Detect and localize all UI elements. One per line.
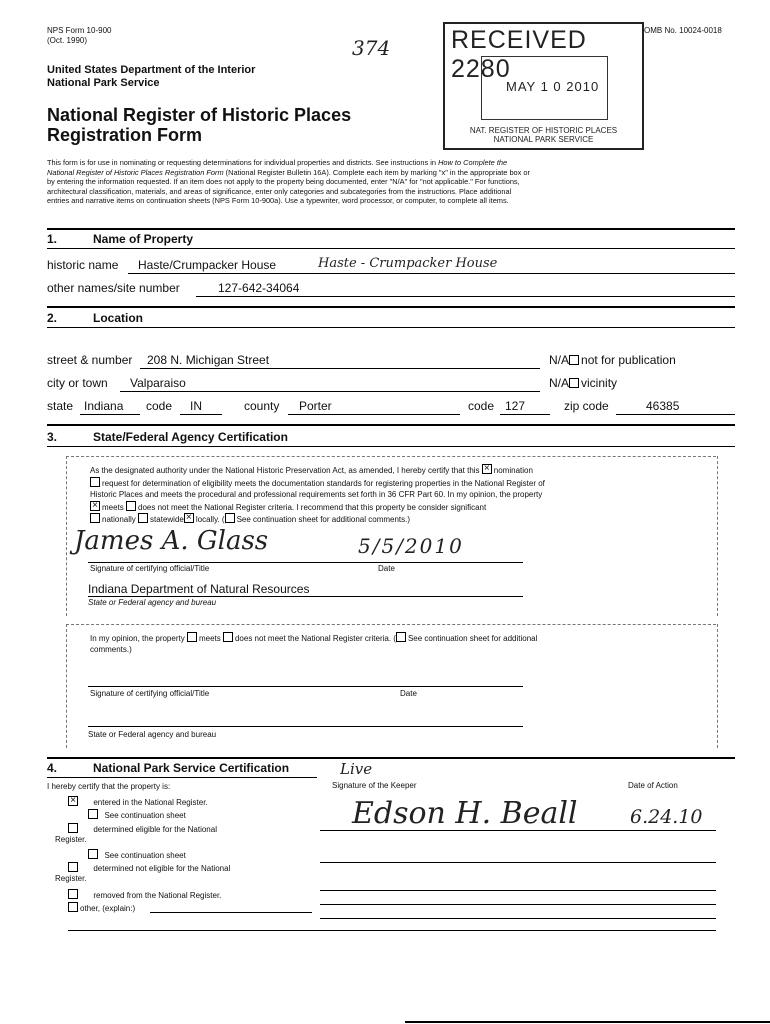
street-line [140, 368, 540, 369]
date-label-1: Date [378, 564, 395, 573]
other-names-label: other names/site number [47, 281, 180, 295]
meets-checkbox[interactable] [90, 501, 100, 511]
official-signature: James A. Glass [74, 526, 269, 556]
section-2-rule [47, 306, 735, 308]
opinion-box-top [66, 624, 716, 625]
item-removed[interactable]: removed from the National Register. [68, 889, 221, 900]
form-number: NPS Form 10-900 [47, 26, 112, 35]
signature-label-1: Signature of certifying official/Title [90, 564, 210, 573]
request-checkbox[interactable] [90, 477, 100, 487]
certification-box-top [66, 456, 716, 457]
zip-value[interactable]: 46385 [646, 399, 680, 413]
statewide-checkbox[interactable] [138, 513, 148, 523]
county-label: county [244, 399, 280, 413]
date-of-action: 6.24.10 [630, 806, 703, 828]
stamp-footer-2: NATIONAL PARK SERVICE [493, 135, 594, 144]
stamp-title: RECEIVED 2280 [451, 26, 587, 83]
historic-name-value[interactable]: Haste/Crumpacker House [138, 258, 277, 272]
keeper-line-5 [320, 918, 716, 919]
street-label: street & number [47, 353, 133, 367]
historic-name-handwritten: Haste - Crumpacker House [318, 256, 498, 271]
keeper-line-4 [320, 904, 716, 905]
signature-line-1 [88, 562, 523, 563]
service-name: National Park Service [47, 77, 160, 89]
historic-name-line [128, 273, 735, 274]
item-entered-sub[interactable]: See continuation sheet [88, 809, 186, 820]
county-code-label: code [468, 399, 495, 413]
other-names-line [196, 296, 735, 297]
state-line [80, 414, 140, 415]
vicinity-checkbox[interactable] [569, 378, 579, 388]
received-stamp [443, 22, 644, 150]
stamp-footer-1: NAT. REGISTER OF HISTORIC PLACES [469, 126, 618, 135]
item-not-eligible[interactable]: determined not eligible for the National [68, 862, 230, 873]
stamp-date: MAY 1 0 2010 [506, 79, 600, 94]
omb-number: OMB No. 10024-0018 [644, 26, 722, 35]
county-line [288, 414, 460, 415]
form-title: National Register of Historic Places [47, 105, 352, 125]
eligible-checkbox[interactable] [68, 823, 78, 833]
section-2-underline [47, 327, 735, 328]
reference-number: 374 [352, 36, 391, 60]
instructions: This form is for use in nominating or requesting determinations for individual properties and districts. See instructions in How to Complete the National Register of Historic Places Registration Form (National Register Bulletin 16A). Complete each item by marking "x" in the appropriate box or by entering the information requested. If an item does not apply to the property being documented, enter "N/A" for "not applicable." For functions, architectural classification, materials, and areas of significance, enter only categories and subcategories from the instructions. Place additional entries and narrative items on continuation sheets (NPS Form 10-900a). Use a typewriter, word processor, or computer, to complete all items. [47, 158, 530, 206]
agency-line-2 [88, 726, 523, 727]
keeper-intro: I hereby certify that the property is: [47, 782, 171, 791]
date-label-2: Date [400, 689, 417, 698]
nomination-checkbox[interactable] [482, 464, 492, 474]
item-eligible-register: Register. [55, 835, 87, 844]
city-label: city or town [47, 376, 108, 390]
certification-date: 5/5/2010 [358, 534, 464, 558]
item-eligible[interactable]: determined eligible for the National [68, 823, 217, 834]
keeper-line-1 [320, 830, 716, 831]
section-1-underline [47, 248, 735, 249]
does-not-meet-checkbox[interactable] [126, 501, 136, 511]
street-value[interactable]: 208 N. Michigan Street [147, 353, 270, 367]
department-name: United States Department of the Interior [47, 64, 256, 76]
agency-value[interactable]: Indiana Department of Natural Resources [88, 582, 310, 596]
other-line [150, 912, 312, 913]
form-subtitle: Registration Form [47, 125, 203, 145]
section-2-title: Location [93, 311, 143, 325]
nationally-checkbox[interactable] [90, 513, 100, 523]
county-code-value[interactable]: 127 [505, 399, 526, 413]
agency-line-1 [88, 596, 523, 597]
state-label: state [47, 399, 74, 413]
section-1-number: 1. [47, 232, 58, 246]
eligible-continuation-checkbox[interactable] [88, 849, 98, 859]
not-for-publication[interactable]: N/A not for publication [549, 353, 676, 367]
other-checkbox[interactable] [68, 902, 78, 912]
state-code-value[interactable]: IN [190, 399, 202, 413]
section-4-rule [47, 757, 735, 759]
opinion-text: In my opinion, the property meets does not meet the National Register criteria. ( See continuation sheet for additional comments.) [90, 634, 538, 654]
keeper-initials: Live [340, 760, 373, 778]
section-3-title: State/Federal Agency Certification [93, 430, 288, 444]
section-4-number: 4. [47, 761, 58, 775]
vicinity[interactable]: N/A vicinity [549, 376, 618, 390]
item-entered[interactable]: × entered in the National Register. [68, 796, 208, 807]
item-not-eligible-register: Register. [55, 874, 87, 883]
state-value[interactable]: Indiana [84, 399, 124, 413]
city-line [120, 391, 540, 392]
section-4-underline [47, 777, 317, 778]
locally-checkbox[interactable] [184, 513, 194, 523]
opinion-meets-checkbox[interactable] [187, 632, 197, 642]
signature-line-2 [88, 686, 523, 687]
section-3-number: 3. [47, 430, 58, 444]
state-code-line [180, 414, 222, 415]
agency-label-2: State or Federal agency and bureau [88, 730, 217, 739]
section-1-title: Name of Property [93, 232, 194, 246]
date-of-action-label: Date of Action [628, 781, 678, 790]
city-value[interactable]: Valparaiso [130, 376, 186, 390]
signature-label-2: Signature of certifying official/Title [90, 689, 210, 698]
keeper-line-2 [320, 862, 716, 863]
keeper-line-3 [320, 890, 716, 891]
historic-name-label: historic name [47, 258, 119, 272]
entered-continuation-checkbox[interactable] [88, 809, 98, 819]
not-eligible-checkbox[interactable] [68, 862, 78, 872]
section-3-underline [47, 446, 735, 447]
section-2-number: 2. [47, 311, 58, 325]
entered-checkbox[interactable] [68, 796, 78, 806]
section-1-rule [47, 228, 735, 230]
opinion-does-not-meet-checkbox[interactable] [223, 632, 233, 642]
item-eligible-sub[interactable]: See continuation sheet [88, 849, 186, 860]
item-other[interactable]: other, (explain:) [68, 902, 135, 913]
removed-checkbox[interactable] [68, 889, 78, 899]
bottom-line [68, 930, 716, 931]
certification-text: As the designated authority under the National Historic Preservation Act, as amended, I hereby certify that this × nomination request for determination of eligibility meets the documentation standards for registering properties in the National Register of Historic Places and meets the procedural and professional requirements set forth in 36 CFR Part 60. In my opinion, the property ×meets does not meet the National Register criteria. I recommend that this property be consider significant nationally statewide× locally. ( See continuation sheet for additional comments.) [90, 464, 710, 526]
form-date: (Oct. 1990) [47, 36, 88, 45]
page-bottom-rule [405, 1021, 770, 1023]
section-3-rule [47, 424, 735, 426]
section-4-title: National Park Service Certification [93, 761, 290, 775]
continuation-checkbox-1[interactable] [225, 513, 235, 523]
continuation-checkbox-2[interactable] [396, 632, 406, 642]
agency-label-1: State or Federal agency and bureau [88, 598, 217, 607]
other-names-value[interactable]: 127-642-34064 [218, 281, 300, 295]
county-value[interactable]: Porter [299, 399, 332, 413]
county-code-line [500, 414, 550, 415]
stamp-inner-box [481, 56, 608, 120]
not-for-publication-checkbox[interactable] [569, 355, 579, 365]
zip-label: zip code [564, 399, 609, 413]
zip-line [616, 414, 735, 415]
keeper-signature-label: Signature of the Keeper [332, 781, 417, 790]
keeper-signature: Edson H. Beall [352, 796, 578, 831]
code-label: code [146, 399, 173, 413]
